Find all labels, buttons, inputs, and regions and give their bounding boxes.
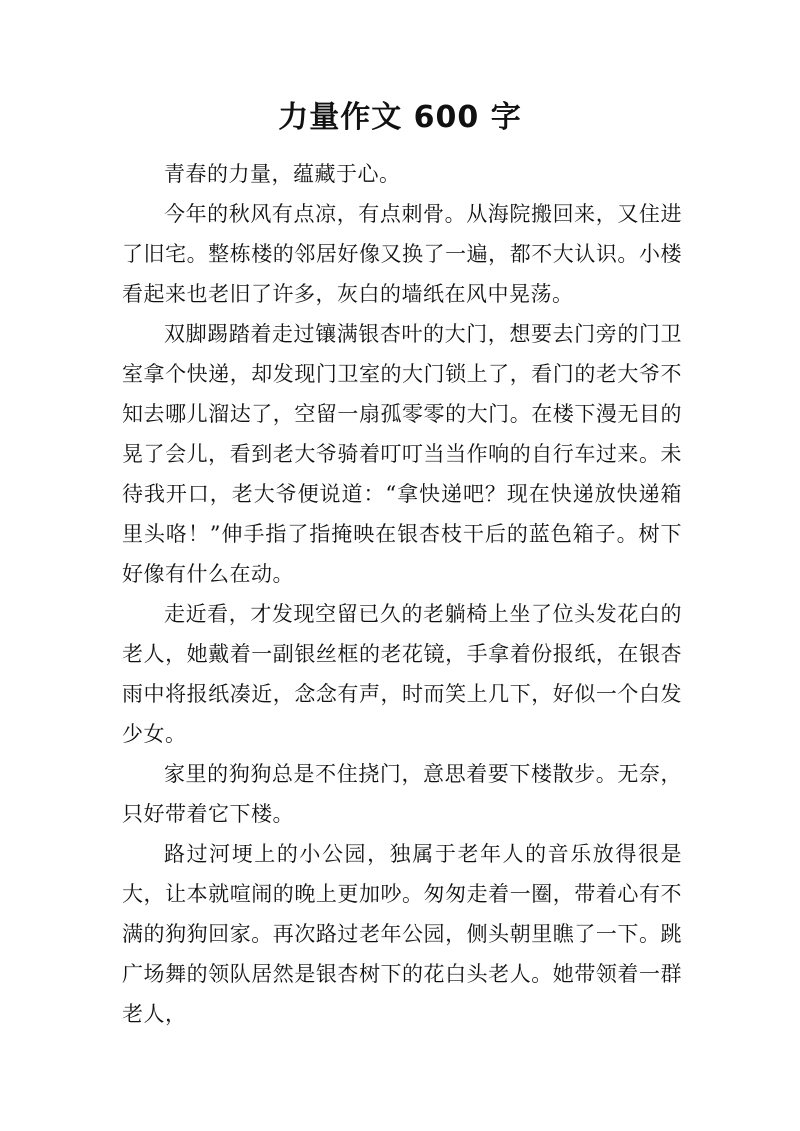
paragraph: 家里的狗狗总是不住挠门，意思着要下楼散步。无奈，只好带着它下楼。 (122, 762, 682, 826)
paragraph: 青春的力量，蕴藏于心。 (164, 162, 401, 186)
paragraph: 走近看，才发现空留已久的老躺椅上坐了位头发花白的老人，她戴着一副银丝框的老花镜，手拿着份报纸，在银杏雨中将报纸凑近，念念有声，时而笑上几下，好似一个白发少女。 (122, 602, 682, 746)
paragraph: 今年的秋风有点凉，有点刺骨。从海院搬回来，又住进了旧宅。整栋楼的邻居好像又换了一遍，都不大认识。小楼看起来也老旧了许多，灰白的墙纸在风中晃荡。 (122, 202, 682, 306)
document-body (122, 154, 682, 1034)
document-title: 力量作文 600 字 (278, 100, 522, 135)
paragraph: 双脚踢踏着走过镶满银杏叶的大门，想要去门旁的门卫室拿个快递，却发现门卫室的大门锁上了，看门的老大爷不知去哪儿溜达了，空留一扇孤零零的大门。在楼下漫无目的晃了会儿，看到老大爷骑着叮叮当当作响的自行车过来。未待我开口，老大爷便说道：“拿快递吧？现在快递放快递箱里头咯！”伸手指了指掩映在银杏枝干后的蓝色箱子。树下好像有什么在动。 (122, 322, 682, 586)
paragraph: 路过河埂上的小公园，独属于老年人的音乐放得很是大，让本就喧闹的晚上更加吵。匆匆走着一圈，带着心有不满的狗狗回家。再次路过老年公园，侧头朝里瞧了一下。跳广场舞的领队居然是银杏树下的花白头老人。她带领着一群老人， (122, 842, 682, 1026)
